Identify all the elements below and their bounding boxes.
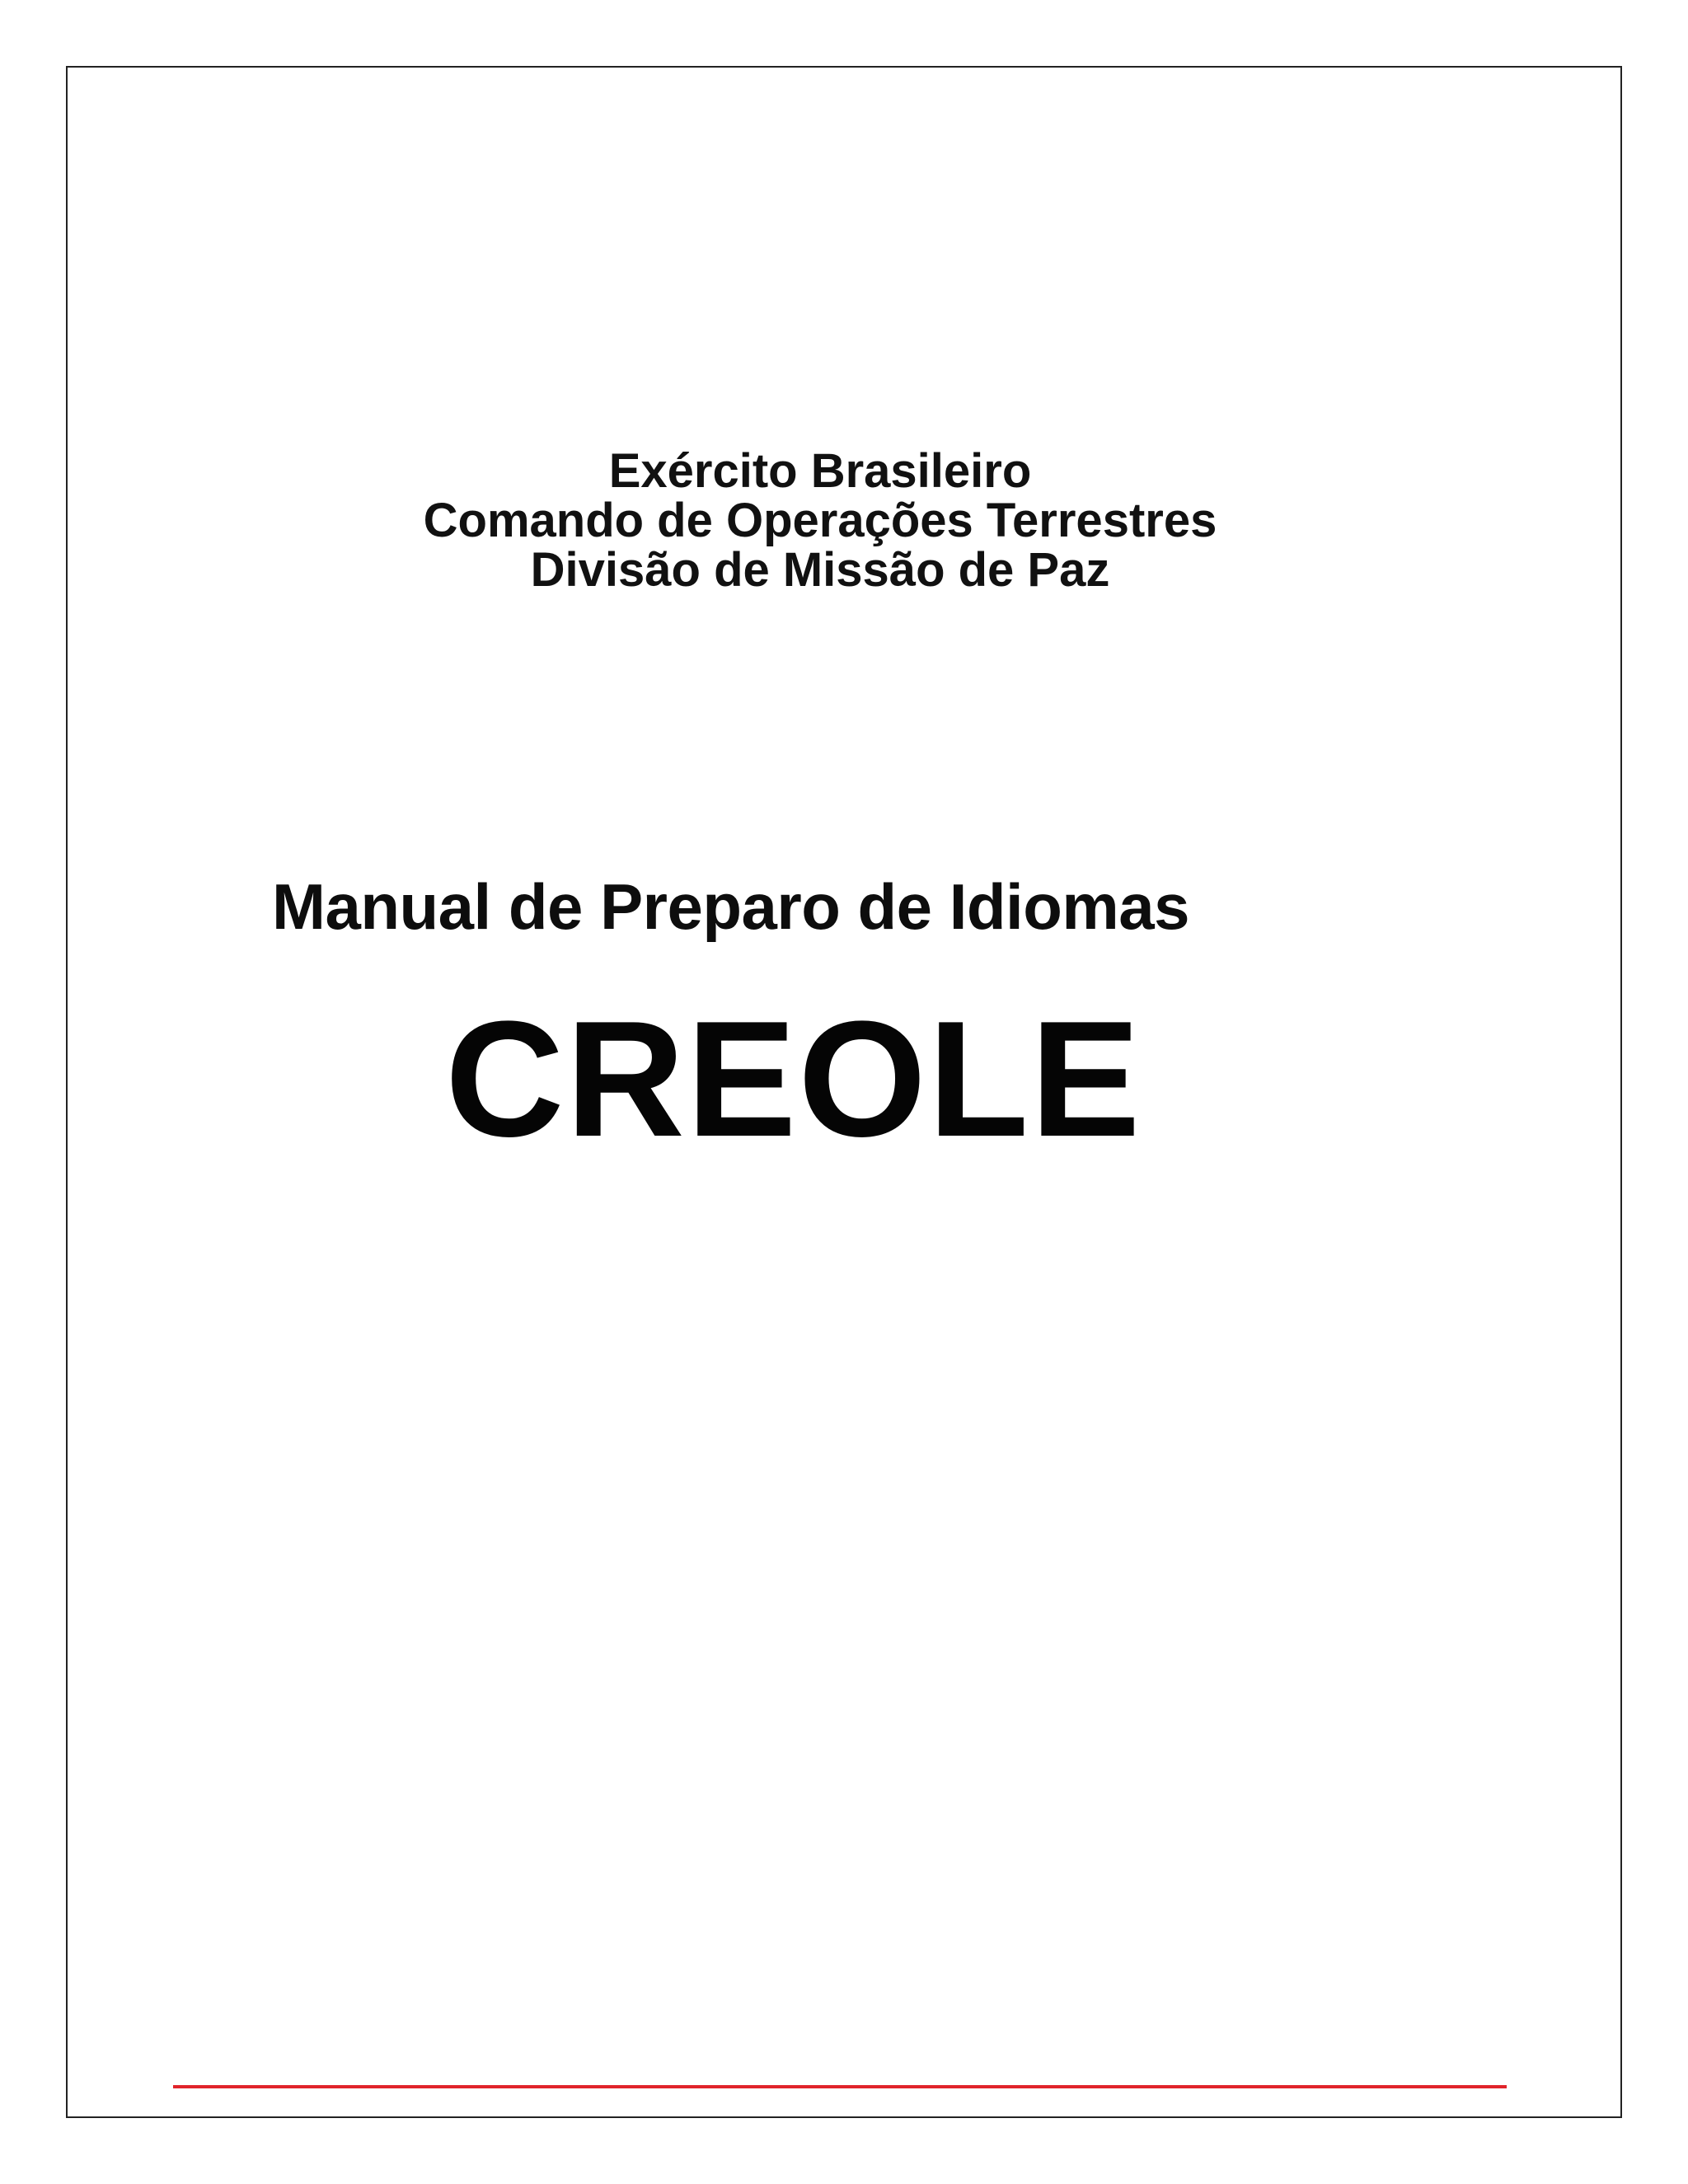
org-line-command: Comando de Operações Terrestres	[423, 494, 1217, 547]
language-title: CREOLE	[445, 987, 1142, 1171]
red-divider-line	[173, 2085, 1507, 2088]
org-line-division: Divisão de Missão de Paz	[530, 543, 1110, 597]
manual-title: Manual de Preparo de Idiomas	[272, 870, 1189, 943]
org-line-army: Exército Brasileiro	[608, 444, 1032, 498]
